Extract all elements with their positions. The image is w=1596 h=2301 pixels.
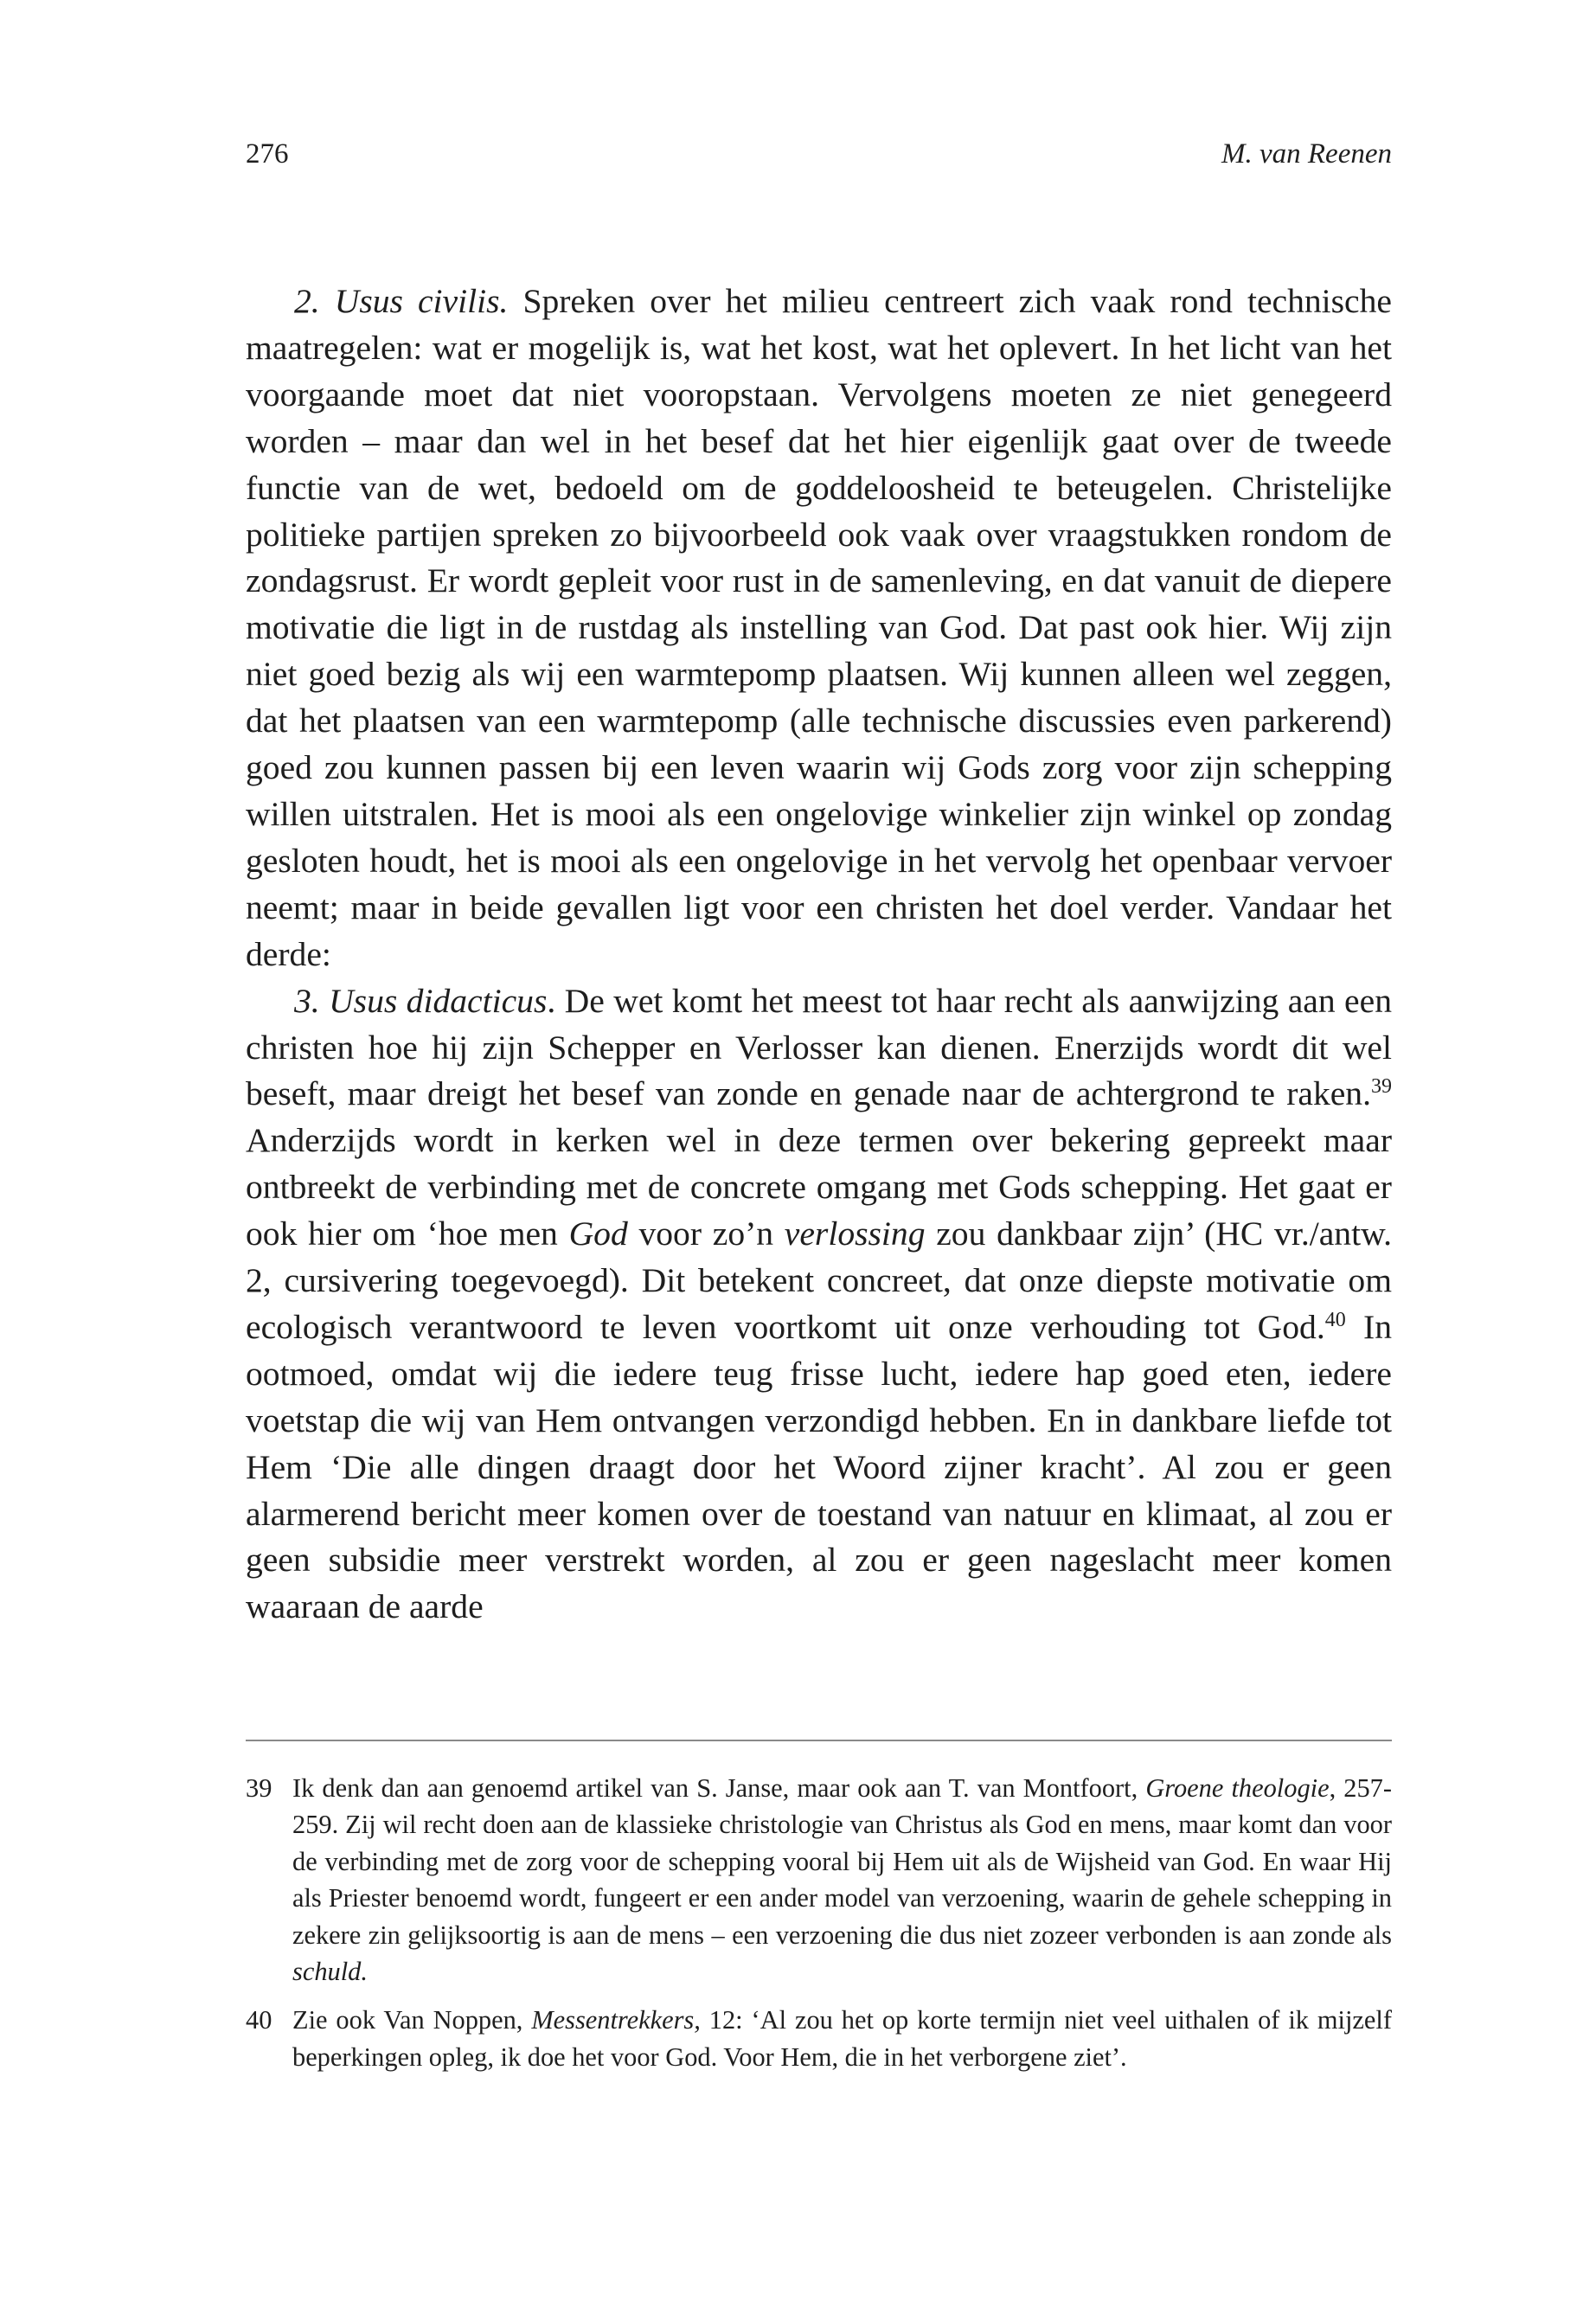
page-number: 276 [246,138,289,170]
footnote-ref-39[interactable]: 39 [1371,1075,1392,1099]
section-lead-usus-didacticus: 3. Usus didacticus [294,981,548,1020]
footnote-text: Ik denk dan aan genoemd artikel van S. Janse, maar ook aan T. van Montfoort, [292,1773,1146,1803]
emphasis-god: God [568,1215,628,1253]
section-lead-usus-civilis: 2. Usus civilis. [294,282,509,320]
body-text [246,279,1392,1631]
running-head-author: M. van Reenen [1221,138,1392,170]
paragraph-text: In ootmoed, omdat wij die iedere teug frisse lucht, iedere hap goed eten, iedere voetstap die wij van Hem ontvangen verzondigd hebben. En in dankbare liefde tot Hem ‘Die alle dingen draagt door het Woord zijner kracht’. Al zou er geen alarmerend bericht meer komen over de toestand van natuur en klimaat, al zou er geen subsidie meer verstrekt worden, al zou er geen nageslacht meer komen waaraan de aarde [246,1307,1392,1626]
footnote-text: Zie ook Van Noppen, [292,2005,532,2035]
footnote-number: 40 [246,2005,272,2035]
paragraph-usus-civilis [246,279,1392,978]
footnote-ref-40[interactable]: 40 [1324,1308,1346,1331]
footnote-number: 39 [246,1773,272,1803]
footnote-39 [246,1770,1392,1990]
footnote-title: Messentrekkers, [531,2005,701,2035]
footnote-divider [246,1740,1392,1741]
paragraph-text: zou dankbaar zijn’ (HC vr./antw. 2, cursivering toegevoegd). Dit betekent concreet, dat onze diepste motivatie om ecologisch verantwoord te leven voortkomt uit onze verhouding tot God. [246,1215,1392,1346]
footnote-40 [246,2002,1392,2075]
footnote-text: 12: ‘Al zou het op korte termijn niet veel uithalen of ik mijzelf beperkingen opleg, ik doe het voor God. Voor Hem, die in het verborgene ziet’. [292,2005,1392,2072]
paragraph-text: Spreken over het milieu centreert zich vaak rond technische maatregelen: wat er mogelijk is, wat het kost, wat het oplevert. In het licht van het voorgaande moet dat niet vooropstaan. Vervolgens moeten ze niet genegeerd worden – maar dan wel in het besef dat het hier eigenlijk gaat over de tweede functie van de wet, bedoeld om de goddeloosheid te beteugelen. Christelijke politieke partijen spreken zo bijvoorbeeld ook vaak over vraagstukken rondom de zondagsrust. Er wordt gepleit voor rust in de samenleving, en dat vanuit de diepere motivatie die ligt in de rustdag als instelling van God. Dat past ook hier. Wij zijn niet goed bezig als wij een warmtepomp plaatsen. Wij kunnen alleen wel zeggen, dat het plaatsen van een warmtepomp (alle technische discussies even parkerend) goed zou kunnen passen bij een leven waarin wij Gods zorg voor zijn schepping willen uitstralen. Het is mooi als een ongelovige winkelier zijn winkel op zondag gesloten houdt, het is mooi als een ongelovige in het vervolg het openbaar vervoer neemt; maar in beide gevallen ligt voor een christen het doel verder. Vandaar het derde: [246,282,1392,973]
footnote-emphasis: schuld. [292,1957,368,1987]
paragraph-text: . De wet komt het meest tot haar recht als aanwijzing aan een christen hoe hij zijn Schepper en Verlosser kan dienen. Enerzijds wordt dit wel beseft, maar dreigt het besef van zonde en genade naar de achtergrond te raken. [246,981,1392,1113]
footnote-text: , 257-259. Zij wil recht doen aan de klassieke christologie van Christus als God en mens, maar komt dan voor de verbinding met de zorg voor de schepping vooral bij Hem uit als de Wijsheid van God. En waar Hij als Priester benoemd wordt, fungeert er een ander model van verzoening, waarin de gehele schepping in zekere zin gelijksoortig is aan de mens – een verzoening die dus niet zozeer verbonden is aan zonde als [292,1773,1393,1950]
footnote-title: Groene theologie [1145,1773,1330,1803]
paragraph-usus-didacticus [246,978,1392,1631]
emphasis-verlossing: verlossing [784,1215,926,1253]
footnotes [246,1770,1392,2087]
paragraph-text: voor zo’n [627,1215,785,1253]
paragraph-text: Anderzijds wordt in kerken wel in deze termen over bekering gepreekt maar ontbreekt de verbinding met de concrete omgang met Gods schepping. Het gaat er ook hier om ‘hoe men [246,1121,1392,1253]
